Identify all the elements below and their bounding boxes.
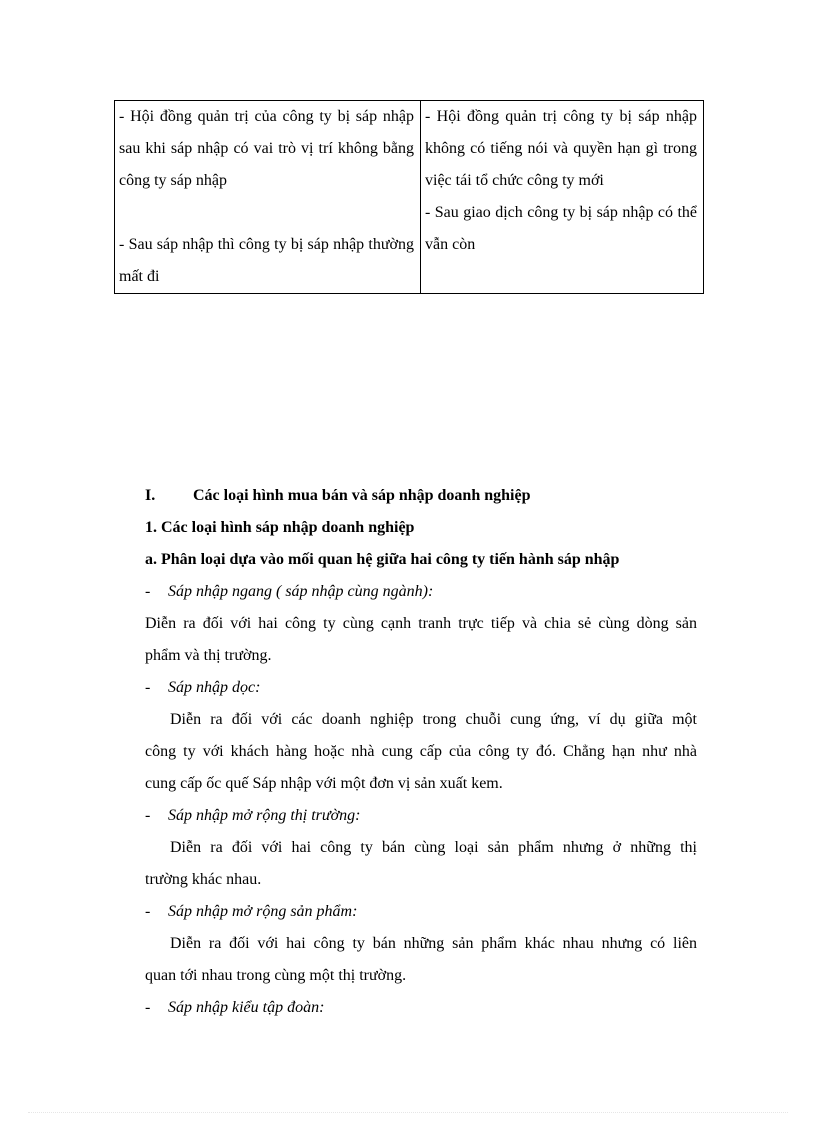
item-text-line: cung cấp ốc quế Sáp nhập với một đơn vị sản xuất kem.: [145, 775, 503, 792]
item-text-line: công ty với khách hàng hoặc nhà cung cấp của công ty đó. Chẳng hạn như nhà: [145, 743, 697, 760]
item-text-line: trường khác nhau.: [145, 871, 262, 888]
section-title: Các loại hình mua bán và sáp nhập doanh nghiệp: [193, 487, 531, 504]
table-right-para-2: - Sau giao dịch công ty bị sáp nhập có thể vẫn còn: [425, 204, 697, 253]
table-right-para-1: - Hội đồng quản trị công ty bị sáp nhập không có tiếng nói và quyền hạn gì trong việc tái tổ chức công ty mới: [425, 108, 697, 189]
item-text-line: phẩm và thị trường.: [145, 647, 272, 664]
list-item-dash: -: [145, 999, 151, 1016]
item-heading-product-extension-merger: Sáp nhập mở rộng sản phẩm:: [168, 903, 358, 920]
list-item-dash: -: [145, 807, 151, 824]
list-item-dash: -: [145, 583, 151, 600]
list-item-dash: -: [145, 679, 151, 696]
item-text-line: Diễn ra đối với các doanh nghiệp trong chuỗi cung ứng, ví dụ giữa một: [170, 711, 697, 728]
table-row: [115, 101, 704, 294]
list-item-dash: -: [145, 903, 151, 920]
subsection-title: 1. Các loại hình sáp nhập doanh nghiệp: [145, 519, 415, 536]
table-cell-left: [115, 101, 421, 294]
paragraph-gap: [119, 197, 414, 229]
item-text-line: Diễn ra đối với hai công ty cùng cạnh tranh trực tiếp và chia sẻ cùng dòng sản: [145, 615, 697, 632]
comparison-table: [114, 100, 704, 294]
table-left-para-1: - Hội đồng quản trị của công ty bị sáp nhập sau khi sáp nhập có vai trò vị trí không bằng công ty sáp nhập: [119, 108, 414, 189]
item-heading-vertical-merger: Sáp nhập dọc:: [168, 679, 261, 696]
item-heading-conglomerate-merger: Sáp nhập kiểu tập đoàn:: [168, 999, 325, 1016]
table-left-para-2: - Sau sáp nhập thì công ty bị sáp nhập thường mất đi: [119, 236, 414, 285]
item-heading-horizontal-merger: Sáp nhập ngang ( sáp nhập cùng ngành):: [168, 583, 434, 600]
item-text-line: Diễn ra đối với hai công ty bán những sản phẩm khác nhau nhưng có liên: [170, 935, 697, 952]
item-heading-market-extension-merger: Sáp nhập mở rộng thị trường:: [168, 807, 361, 824]
page-bottom-rule: [28, 1112, 788, 1113]
item-text-line: Diễn ra đối với hai công ty bán cùng loại sản phẩm nhưng ở những thị: [170, 839, 697, 856]
subsubsection-title: a. Phân loại dựa vào mối quan hệ giữa hai công ty tiến hành sáp nhập: [145, 551, 620, 568]
item-text-line: quan tới nhau trong cùng một thị trường.: [145, 967, 407, 984]
table-cell-right: [421, 101, 704, 294]
section-number: I.: [145, 487, 156, 504]
